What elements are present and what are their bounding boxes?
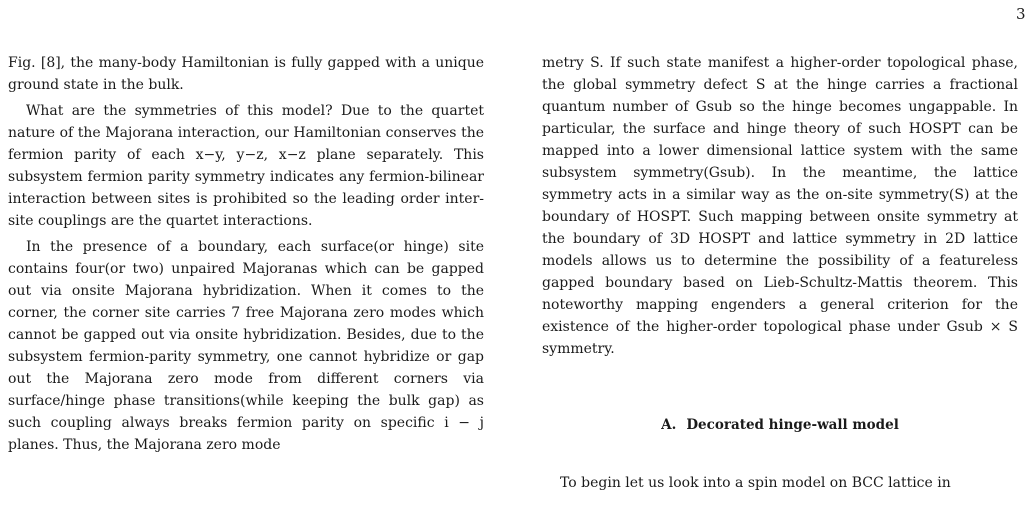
section-number: A. [661, 417, 677, 433]
paragraph-lattice-symmetry: metry S. If such state manifest a higher-order topological phase, the global symmetry defect S at the hinge carries a fractional quantum number of Gsub so the hinge becomes ungappable. In particular, the surface and hinge theory of such HOSPT can be mapped into a lower dimensional lattice system with the same subsystem symmetry(Gsub). In the meantime, the lattice symmetry acts in a similar way as the on-site symmetry(S) at the boundary of HOSPT. Such mapping between onsite symmetry at the boundary of 3D HOSPT and lattice symmetry in 2D lattice models allows us to determine the possibility of a featureless gapped boundary based on Lieb-Schultz-Mattis theorem. This noteworthy mapping engenders a general criterion for the existence of the higher-order topological phase under Gsub × S symmetry. [542, 55, 1018, 357]
paragraph-spin-model: To begin let us look into a spin model on BCC lattice in [560, 475, 951, 491]
right-column [542, 52, 1018, 494]
paragraph-ground-state: Fig. [8], the many-body Hamiltonian is fully gapped with a unique ground state in the bulk. [8, 55, 484, 93]
page-number: 3 [1016, 5, 1026, 23]
paragraph-symmetries: What are the symmetries of this model? Due to the quartet nature of the Majorana interaction, our Hamiltonian conserves the fermion parity of each x−y, y−z, x−z plane separately. This subsystem fermion parity symmetry indicates any fermion-bilinear interaction between sites is prohibited so the leading order inter-site couplings are the quartet interactions. [8, 103, 484, 229]
left-column [8, 52, 484, 456]
paragraph-boundary: In the presence of a boundary, each surface(or hinge) site contains four(or two) unpaired Majoranas which can be gapped out via onsite Majorana hybridization. When it comes to the corner, the corner site carries 7 free Majorana zero modes which cannot be gapped out via onsite hybridization. Besides, due to the subsystem fermion-parity symmetry, one cannot hybridize or gap out the Majorana zero mode from different corners via surface/hinge phase transitions(while keeping the bulk gap) as such coupling always breaks fermion parity on specific i − j planes. Thus, the Majorana zero mode [8, 239, 484, 453]
section-title: Decorated hinge-wall model [686, 417, 899, 433]
section-heading [542, 414, 1018, 436]
